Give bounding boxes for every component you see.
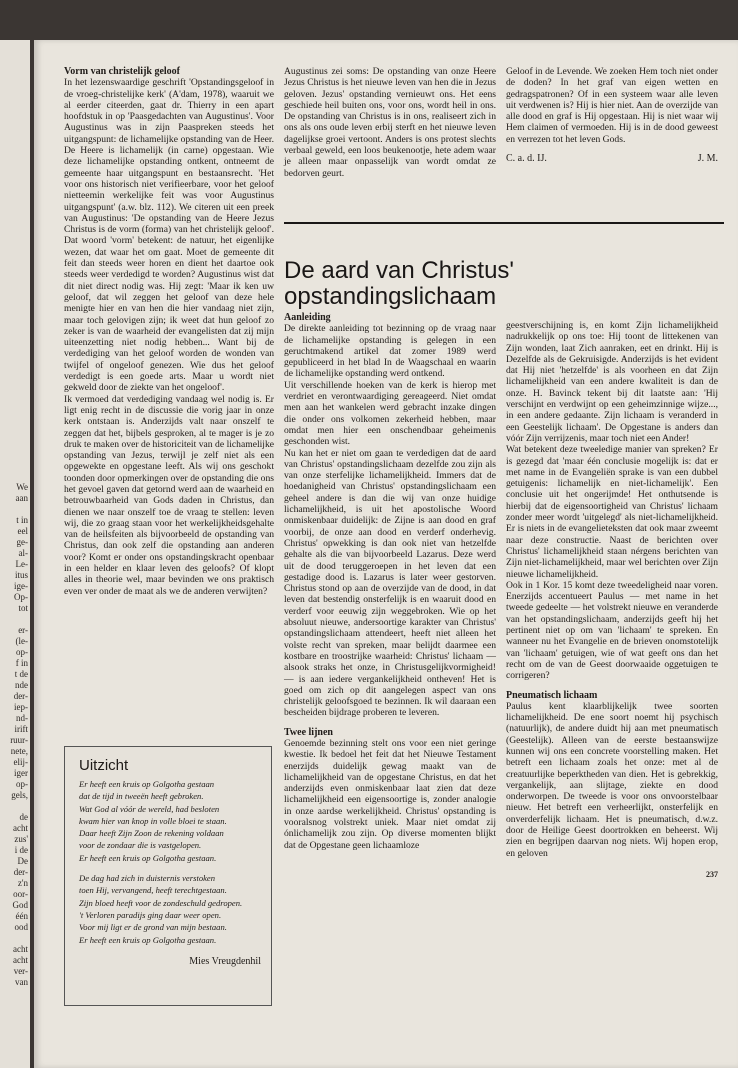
poem-author: Mies Vreugdenhil [189,955,261,967]
previous-page-edge [0,40,30,1068]
article-title-line-2: opstandingslichaam [284,283,497,310]
margin-word: al- [18,548,28,558]
magazine-page [34,40,738,1068]
margin-text [0,40,30,988]
margin-word: de [19,812,28,822]
margin-word: één [15,911,28,921]
signature-initials: C. a. d. IJ. [506,153,547,165]
column-1-body [64,77,274,597]
subheading-aanleiding: Aanleiding [284,312,331,323]
margin-word: eel [17,526,28,536]
margin-word: ige- [14,581,28,591]
section-heading: Vorm van christelijk geloof [64,66,181,77]
margin-word: ge- [16,537,28,547]
margin-word: der- [13,867,28,877]
margin-word: op- [16,647,28,657]
margin-word: elij- [13,757,28,767]
margin-word: We [16,482,28,492]
column-2-article-body-2 [284,738,496,851]
margin-word: f in [15,658,28,668]
margin-word: i de [14,845,28,855]
margin-word: acht [13,823,28,833]
column-3-top [506,66,718,164]
margin-word: nete, [10,746,28,756]
margin-word: irift [14,724,28,734]
margin-word: aan [15,493,28,503]
poem-line: Voor mij ligt er de grond van mijn bestaan. [79,922,227,933]
column-2-article [284,312,496,851]
column-3-top-body [506,66,718,145]
column-2-top-body [284,66,496,179]
column-3-article [506,320,718,880]
margin-word: ood [14,922,28,932]
article-title-line-1: De aard van Christus' [284,257,515,284]
margin-word: acht [13,955,28,965]
poem-line: Wat God al vóór de wereld, had besloten [79,803,220,814]
margin-word: itus [14,570,28,580]
signature-author: J. M. [697,153,718,165]
paragraph: De direkte aanleiding tot bezinning op de vraag naar de lichamelijke opstanding is gelegen in een geruchtmakend artikel dat zomer 1989 werd gepubliceerd in het blad In de Waagschaal en waarin de lichamelijke opstanding werd ontkend. [284,323,496,380]
paragraph: Uit verschillende hoeken van de kerk is hierop met verdriet en verontwaardiging gereageerd. Niet omdat men aan het wankelen werd gebracht inzake dingen die onder ons volkomen zekerheid hebben, maar omdat men hier een onschendbaar geheimenis geschonden wist. [284,379,496,448]
margin-word: God [12,900,28,910]
margin-word: z'n [17,878,28,888]
section-divider [284,222,724,224]
margin-word: nde [15,680,28,690]
poem-line: voor de zondaar die is vastgelopen. [79,840,202,851]
margin-word: op- [16,779,28,789]
subheading-pneumatisch-lichaam: Pneumatisch lichaam [506,689,598,701]
margin-word: er- [18,625,28,635]
poem-line: Daar heeft Zijn Zoon de rekening voldaan [79,828,224,839]
column-3-article-body-1 [506,320,718,682]
paragraph: Paulus kent klaarblijkelijk twee soorten lichamelijkheid. De ene soort noemt hij psychisch (natuurlijk), de andere duidt hij aan met pneumatisch (Geestelijk). Alleen van de eerste bestaanswijze kunnen wij ons een concrete voorstelling maken. Het betreft een lichaam zoals het onze: met al de creatuurlijke beperktheden van dien. Het is gebrekkig, vergankelijk, aan slijtage, ziekte en dood onderworpen. De tweede is voor ons onvoorstelbaar nieuw. Het betreft een verheerlijkt, onsterfelijk en onverderfelijk lichaam. Het is pneumatisch, d.w.z. door de Heilige Geest doortrokken en beheerst. Wij zien en begrijpen daarvan nog niets. Wij hopen erop, en geloven [506,700,718,859]
column-1 [64,66,274,597]
column-3-article-body-2 [506,701,718,859]
margin-word: zus' [14,834,28,844]
margin-word: ruur- [10,735,28,745]
paragraph: Ook in 1 Kor. 15 komt deze tweedeligheid naar voren. Enerzijds accentueert Paulus — met name in het tweede gedeelte — het volstrekt nieuwe en veranderde van het opstandingslichaam, anderzijds geeft hij het pertinent niet op om van 'lichaam' te spreken. En wanneer nu het Evangelie en de brieven onomstotelijk van 'lichaam' getuigen, wie of wat geeft ons dan het recht om de van de Geest doorwaaide oggetuigen te corrigeren? [506,579,718,682]
margin-word: iger [14,768,28,778]
poem-line: dat de tijd in tweeën heeft gebroken. [79,791,204,802]
margin-word: iep- [14,702,28,712]
margin-word: Op- [14,592,28,602]
poem-stanza-2 [79,872,261,946]
article-title [284,258,724,310]
margin-word: nd- [16,713,28,723]
margin-word: Le- [15,559,28,569]
paragraph: Genoemde bezinning stelt ons voor een niet geringe kwestie. Ik bedoel het feit dat het Nieuwe Testament enerzijds duidelijk gewag maakt van de lichamelijkheid van de opgestane Christus, en dat het anderzijds even onmiskenbaar laat zien dat deze lichamelijkheid een eigensoortige is, zonder analogie in onze aardse werkelijkheid. Christus' opstanding is vooralsnog volstrekt uniek. Maar niet omdat zij ónlichamelijk zou zijn. Op diverse momenten blijkt dat de Opgestane geen lichaamloze [284,737,496,851]
margin-word: acht [13,944,28,954]
margin-word [0,933,30,944]
signature-line [506,153,718,164]
column-2-article-body-1 [284,323,496,718]
margin-word: (le- [15,636,28,646]
margin-word: De [17,856,28,866]
paragraph: Ik vermoed dat verdediging vandaag wel nodig is. Er ligt enig recht in de discussie die vorig jaar in onze kerk ontstaan is. Anderzijds valt naar onszelf te zeggen dat het, bijbels gesproken, al te mager is je zo druk te maken over de historiciteit van de lichamelijke opstanding van Jezus, terwijl je zelf niet als een opgewekte en opgestane leeft. Als wij ons geschokt toonden door opmerkingen over de opstanding die ons het gevoel gaven dat getornd werd aan de waarheid en betrouwbaarheid van Gods daden in Christus, dan dienen we naar onszelf toe de vraag te stellen: leven wij, die zo graag staan voor het werkelijkheidsgehalte van de heilsfeiten als bijvoorbeeld de opstanding van Christus, dan ook zelf die opstanding aan anderen voor? Komt er onder ons opstandingskracht openbaar in een helder en klaar leven des geloofs? Of klopt alles in theorie wel, maar bevinden we ons praktisch even ver onder de maat als we de anderen verwijten? [64,393,274,597]
margin-word [0,504,30,515]
paragraph: Augustinus zei soms: De opstanding van onze Heere Jezus Christus is het nieuwe leven van hen die in Jezus geloven. Jezus' opstanding vernieuwt ons. Het eens geschiede heil buiten ons, voor ons, wordt heil in ons. De opstanding van Christus is in ons, realiseert zich in ons als ons oude leven erbij sterft en het nieuwe leven dagelijkse groei vertoont. Anders is ons protest slechts verbaal geweld, een loos beukenootje, hete adem waar je alleen maar onpasselijk van wordt omdat ze bedorven geurt. [284,66,496,179]
paragraph: Wat betekent deze tweeledige manier van spreken? Er is gezegd dat 'maar één conclusie mogelijk is: dat er met name in de Evangeliën sprake is van een dubbel getuigenis: lichamelijk en niet-lichamelijk'. Een conclusie uit het ongerijmde! Het onthutsende is hierbij dat de eigensoortigheid van Christus' lichaam zonder meer wordt 'uitgelegd' als niet-lichamelijkheid. Er is niets in de evangelieteksten dat ook maar zweemt naar deze constructie. Naast de berichten over Christus' lichamelijkheid staan nérgens berichten van Zijn niet-lichamelijkheid, maar wel berichten over Zijn nieuwe lichamelijkheid. [506,444,718,580]
page-number: 237 [706,869,718,879]
column-2-top [284,66,496,179]
poem-title: Uitzicht [79,757,129,774]
margin-word: der- [13,691,28,701]
poem-line: toen Hij, vervangend, heeft terechtgestaan. [79,885,227,896]
paragraph: Geloof in de Levende. We zoeken Hem toch niet onder de doden? In het graf van eigen wetten en gedragspatronen? Of in een systeem waar alle leven uit verdwenen is? Hij is hier niet. Aan de overzijde van alle dood en graf is Hij opgestaan. Hij is niet waar wij Hem claimen of vermoeden. Hij is in de dood geweest en verrezen tot het leven Gods. [506,66,718,145]
poem-line: Er heeft een kruis op Golgotha gestaan [79,779,215,789]
margin-word: oor- [13,889,28,899]
poem-line: 't Verloren paradijs ging daar weer open. [79,909,222,920]
margin-word: ver- [13,966,28,976]
poem-box [64,746,272,1006]
paragraph: Nu kan het er niet om gaan te verdedigen dat de aard van Christus' opstandingslichaam dezelfde zou zijn als van onze sterfelijke lichamelijkheid. Immers dat de hoedanigheid van Christus' opstandingslichaam een geheel andere is dan die wij van onze huidige lichamelijkheid, is uit het apostolische Woord onmiskenbaar duidelijk: de Zijne is aan dood en graf voorbij, de onze aan dood en verderf onderhevig. Christus' opwekking is dan ook niet van hetzelfde gehalte als die van bijvoorbeeld Lazarus. Deze werd uit de dood teruggeroepen in het leven dat een gestadige dood is. Lazarus is later weer gestorven. Christus stond op aan de overzijde van de dood, in dat leven dat bestendig onsterfelijk is en waaruit dood en verderf voor eeuwig zijn weggebroken. Wie op het absoluut nieuwe, andersoortige karakter van Christus' opstandingslichaam attendeert, heeft niet alleen het volste recht van spreken, maar belijdt daarmee een kostbare en troostrijke waarheid: Christus' lichaam — alsook straks het onze, in Christusgelijkvormigheid! — is aan iedere vergankelijkheid ontheven! Het is goed om zich op dit aangelegen aspect van ons christelijk geloofsgoed te bezinnen. Ik wil daaraan een bescheiden bijdrage proberen te leveren. [284,447,496,719]
margin-word: t de [14,669,28,679]
poem-stanza-1 [79,778,261,864]
margin-word [0,801,30,812]
margin-word: van [15,977,28,987]
poem-line: Er heeft een kruis op Golgotha gestaan. [79,934,217,945]
subheading-twee-lijnen: Twee lijnen [284,726,333,738]
margin-word: gels, [11,790,28,800]
poem-line: De dag had zich in duisternis verstoken [79,873,216,884]
paragraph: In het lezenswaardige geschrift 'Opstandingsgeloof in de vroeg-christelijke kerk' (A'dam, 1978), waaruit we al eerder citeerden, gaat dr. Thierry in een apart hoofdstuk in op 'Paasgedachten van Augustinus'. Voor Augustinus was in zijn Paaspreken steeds het uitgangspunt: de lichamelijke opstanding van de Heer. De Heere is lichamelijk (in carne) opgestaan. Wie deze lichamelijke opstanding ontkent, ontneemt de gemeente haar uitgangspunt en bestaansrecht. 'Het voor ons historisch niet verifieerbare, voor het geloof nietteemin werkelijke feit was voor Augustinus uitgangspunt' (a.w. blz. 112). We citeren uit een preek van Augustinus: 'De opstanding van de Heere Jezus Christus is de vorm (forma) van het christelijk geloof'. Dat woord 'vorm' betekent: de natuur, het eigenlijke wezen, dat waar het om gaat. Moet de gemeente dit feit dan steeds weer horen en dient het daartoe ook steeds weer verdedigd te worden? Augustinus wist dat dit niet direct nodig was. Hij zegt: 'Maar ik ken uw geloof, dat wil zeggen het geloof van deze hele menigte hier en van hen die hier vandaag niet zijn, maar toch gelovigen zijn; ik weet dat hun geloof zo zeker is van de waarheid der evangelisten dat zij mijn uiteenzetting niet nodig hebben... Want bij de verdediging van het geloof worden de wonden van twijfel of ongeloof genezen. Wie dus het geloof verdedigt is een goede arts. Maar u wordt niet gekweld door de ziekte van het ongeloof'. [64,77,274,394]
paragraph: geestverschijning is, en komt Zijn lichamelijkheid nadrukkelijk op ons toe: Hij toont de littekenen van Zijn wonden, laat Zich aanraken, eet en drinkt. Hij is Dezelfde als de Gekruisigde. Anderzijds is het evident dat Hij niet 'hetzelfde' is als voorheen en dat Zijn lichamelijkheid van een andere kwaliteit is dan de onze. H. Bavinck tekent bij dit laatste aan: 'Hij verschijnt en verdwijnt op een geheimzinnige wijze..., in een andere gedaante. Zijn lichaam is veranderd in een Geestelijk lichaam'. De Opgestane is anders dan vóór Zijn verrijzenis, maar toch niet een Ander! [506,320,718,444]
poem-line: Zijn bloed heeft voor de zondeschuld gedropen. [79,897,243,908]
poem-line: kwam hier van knop in volle bloei te staan. [79,815,227,826]
margin-word: tot [18,603,28,613]
margin-word [0,614,30,625]
margin-word: t in [16,515,28,525]
poem-line: Er heeft een kruis op Golgotha gestaan. [79,852,217,863]
